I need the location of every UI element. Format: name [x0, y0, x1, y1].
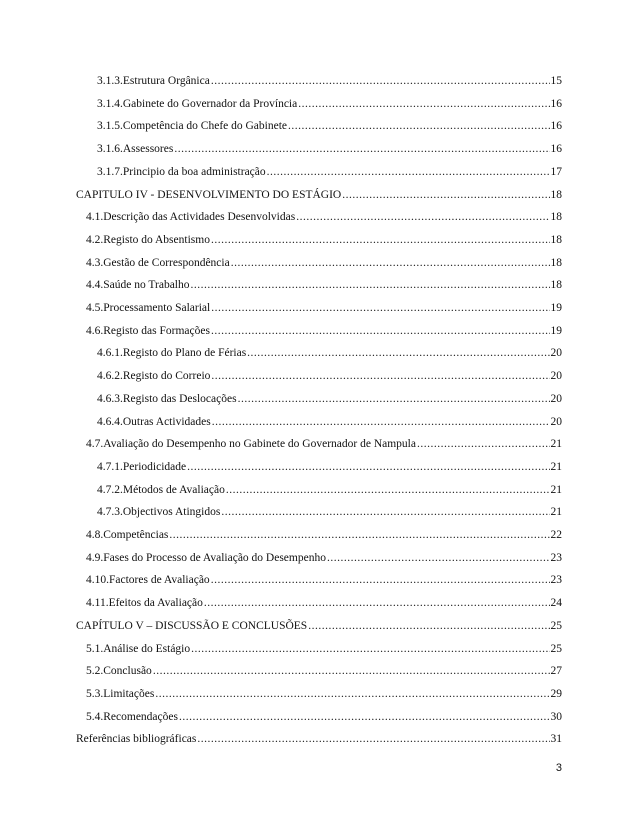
toc-dot-leader	[221, 503, 549, 521]
toc-entry-title[interactable]: 4.9.Fases do Processo de Avaliação do Desempenho	[86, 551, 326, 564]
toc-entry[interactable]	[86, 322, 562, 340]
toc-entry[interactable]	[97, 140, 562, 158]
toc-entry-title[interactable]: 4.11.Efeitos da Avaliação	[86, 597, 203, 610]
toc-dot-leader	[247, 344, 549, 362]
toc-entry-page: 30	[550, 710, 562, 723]
toc-entry-title[interactable]: CAPITULO IV - DESENVOLVIMENTO DO ESTÁGIO	[76, 188, 342, 201]
toc-entry-page: 21	[550, 460, 562, 473]
toc-entry[interactable]	[97, 72, 562, 90]
toc-entry-page: 18	[550, 233, 562, 246]
toc-entry-title[interactable]: 5.4.Recomendações	[86, 710, 178, 723]
toc-entry-title[interactable]: 3.1.3.Estrutura Orgânica	[97, 75, 210, 87]
toc-dot-leader	[155, 685, 549, 703]
toc-entry[interactable]	[86, 254, 562, 272]
toc-entry-page: 18	[550, 188, 562, 201]
page-number: 3	[555, 762, 562, 774]
toc-entry-title[interactable]: 4.10.Factores de Avaliação	[86, 574, 210, 587]
toc-entry-title[interactable]: 4.7.Avaliação do Desempenho no Gabinete do Governador de Nampula	[86, 438, 416, 451]
toc-entry-page: 23	[550, 551, 562, 564]
toc-entry[interactable]	[86, 549, 562, 567]
toc-entry[interactable]	[97, 390, 562, 408]
toc-entry-page: 21	[550, 438, 562, 451]
toc-dot-leader	[187, 458, 549, 476]
toc-entry-page: 22	[550, 529, 562, 541]
toc-dot-leader	[153, 662, 550, 680]
toc-entry-page: 20	[550, 392, 562, 405]
toc-entry-title[interactable]: 5.2.Conclusão	[86, 665, 152, 678]
toc-entry[interactable]	[86, 208, 562, 226]
toc-entry-page: 18	[550, 279, 562, 292]
toc-entry-title[interactable]: 3.1.7.Principio da boa administração	[97, 165, 266, 178]
toc-entry-title[interactable]: 4.6.3.Registo das Deslocações	[97, 392, 237, 405]
toc-entry-title[interactable]: 4.6.1.Registo do Plano de Férias	[97, 347, 247, 360]
toc-entry-title[interactable]: 4.6.2.Registo do Correio	[97, 370, 211, 383]
toc-dot-leader	[197, 730, 549, 748]
toc-entry-title[interactable]: Referências bibliográficas	[76, 733, 197, 746]
toc-dot-leader	[238, 390, 550, 408]
toc-entry-page: 25	[550, 619, 562, 632]
toc-entry[interactable]	[97, 458, 562, 476]
toc-entry-title[interactable]: 4.2.Registo do Absentismo	[86, 233, 210, 246]
toc-entry-page: 21	[550, 483, 562, 496]
toc-entry[interactable]	[86, 299, 562, 317]
toc-dot-leader	[231, 254, 550, 272]
toc-entry-title[interactable]: 3.1.6.Assessores	[97, 143, 174, 156]
toc-dot-leader	[342, 186, 549, 204]
toc-entry[interactable]	[76, 617, 562, 635]
toc-entry[interactable]	[86, 231, 562, 249]
toc-entry-title[interactable]: 3.1.5.Competência do Chefe do Gabinete	[97, 120, 288, 133]
toc-entry[interactable]	[86, 640, 562, 658]
toc-entry[interactable]	[86, 526, 562, 544]
toc-entry[interactable]	[86, 435, 562, 453]
toc-entry[interactable]	[97, 413, 562, 431]
toc-entry-title[interactable]: 4.7.1.Periodicidade	[97, 460, 187, 473]
toc-entry-page: 20	[550, 370, 562, 383]
toc-entry[interactable]	[86, 594, 562, 612]
toc-entry[interactable]	[76, 186, 562, 204]
toc-entry[interactable]	[86, 276, 562, 294]
toc-entry-page: 23	[550, 574, 562, 587]
toc-dot-leader	[226, 481, 550, 499]
toc-dot-leader	[296, 208, 549, 226]
toc-entry-title[interactable]: 5.3.Limitações	[86, 687, 155, 700]
toc-dot-leader	[267, 163, 550, 181]
toc-dot-leader	[417, 435, 550, 453]
toc-entry-page: 16	[550, 120, 562, 133]
toc-entry-page: 18	[550, 211, 562, 224]
toc-entry[interactable]	[97, 481, 562, 499]
toc-entry-title[interactable]: 4.6.Registo das Formações	[86, 324, 210, 337]
toc-dot-leader	[211, 367, 549, 385]
toc-entry-page: 16	[550, 143, 562, 156]
toc-entry[interactable]	[97, 117, 562, 135]
toc-dot-leader	[211, 571, 550, 589]
toc-entry-page: 20	[550, 347, 562, 360]
toc-entry-page: 25	[550, 642, 562, 655]
toc-entry[interactable]	[97, 95, 562, 113]
toc-dot-leader	[211, 322, 550, 340]
toc-entry-page: 20	[550, 415, 562, 428]
toc-entry-title[interactable]: 4.6.4.Outras Actividades	[97, 415, 211, 428]
toc-entry-page: 19	[550, 302, 562, 314]
toc-entry-title[interactable]: 4.8.Competências	[86, 529, 169, 541]
toc-entry-page: 29	[550, 687, 562, 700]
toc-entry[interactable]	[97, 344, 562, 362]
toc-entry-title[interactable]: 4.7.2.Métodos de Avaliação	[97, 483, 225, 496]
toc-entry[interactable]	[86, 685, 562, 703]
toc-entry-title[interactable]: 4.1.Descrição das Actividades Desenvolvidas	[86, 211, 296, 224]
toc-dot-leader	[174, 140, 549, 158]
toc-entry-title[interactable]: CAPÍTULO V – DISCUSSÃO E CONCLUSÕES	[76, 619, 308, 632]
toc-entry-title[interactable]: 5.1.Análise do Estágio	[86, 642, 191, 655]
toc-entry-page: 24	[550, 597, 562, 610]
toc-entry-title[interactable]: 4.7.3.Objectivos Atingidos	[97, 506, 221, 519]
toc-dot-leader	[288, 117, 549, 135]
toc-dot-leader	[191, 640, 549, 658]
toc-entry[interactable]	[86, 662, 562, 680]
toc-entry[interactable]	[86, 571, 562, 589]
toc-entry-page: 17	[550, 165, 562, 178]
toc-entry-title[interactable]: 4.4.Saúde no Trabalho	[86, 279, 190, 292]
toc-entry[interactable]	[97, 163, 562, 181]
toc-entry-title[interactable]: 4.3.Gestão de Correspondência	[86, 256, 230, 269]
toc-dot-leader	[327, 549, 550, 567]
toc-dot-leader	[298, 95, 549, 113]
toc-entry-page: 15	[550, 75, 562, 87]
toc-entry-page: 31	[550, 733, 562, 746]
toc-dot-leader	[211, 299, 549, 317]
toc-entry-title[interactable]: 3.1.4.Gabinete do Governador da Província	[97, 97, 298, 110]
toc-entry[interactable]	[76, 730, 562, 748]
toc-dot-leader	[211, 231, 550, 249]
toc-dot-leader	[179, 708, 550, 726]
toc-dot-leader	[212, 413, 550, 431]
toc-entry[interactable]	[86, 708, 562, 726]
toc-entry-page: 19	[550, 324, 562, 337]
toc-entry-page: 27	[550, 665, 562, 678]
toc-dot-leader	[169, 526, 549, 544]
toc-dot-leader	[308, 617, 549, 635]
toc-entry-page: 18	[550, 256, 562, 269]
toc-entry-page: 16	[550, 97, 562, 110]
toc-entry-page: 21	[550, 506, 562, 519]
toc-dot-leader	[204, 594, 550, 612]
toc-entry[interactable]	[97, 503, 562, 521]
toc-entry-title[interactable]: 4.5.Processamento Salarial	[86, 302, 211, 314]
toc-entry[interactable]	[97, 367, 562, 385]
toc-dot-leader	[191, 276, 550, 294]
toc-dot-leader	[211, 72, 550, 90]
